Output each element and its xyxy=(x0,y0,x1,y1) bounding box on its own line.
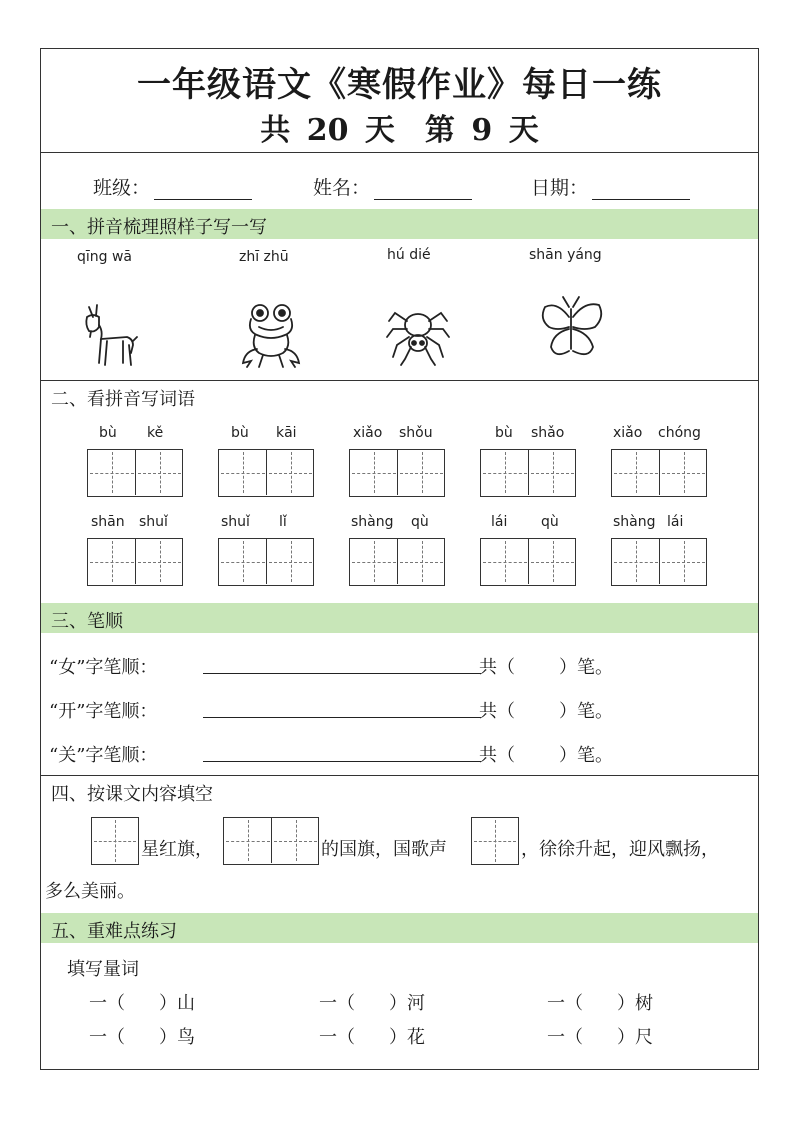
frog-icon xyxy=(237,301,307,371)
class-label: 班级： xyxy=(93,177,151,199)
measure-prefix: 一（ xyxy=(319,993,355,1014)
divider xyxy=(41,775,758,776)
writing-grid[interactable] xyxy=(480,449,576,497)
measure-item[interactable] xyxy=(89,989,195,1015)
pinyin: bù xyxy=(495,425,513,441)
writing-grid[interactable] xyxy=(349,538,445,586)
stroke-label: “女”字笔顺： xyxy=(49,657,158,678)
measure-item[interactable] xyxy=(547,1023,653,1049)
measure-suffix: ）花 xyxy=(389,1027,425,1048)
date-label: 日期： xyxy=(531,177,589,199)
pinyin: qù xyxy=(411,514,429,530)
name-label: 姓名： xyxy=(313,177,371,199)
stroke-count-open: 共（ xyxy=(479,745,515,766)
measure-suffix: ）山 xyxy=(159,993,195,1014)
pinyin: shàng xyxy=(613,514,656,530)
measure-prefix: 一（ xyxy=(89,993,125,1014)
date-field[interactable] xyxy=(531,173,690,200)
stroke-order-line xyxy=(49,741,749,767)
pinyin: shǒu xyxy=(399,425,433,441)
writing-grid[interactable] xyxy=(218,538,314,586)
writing-grid[interactable] xyxy=(611,538,707,586)
stroke-order-line xyxy=(49,697,749,723)
pinyin: xiǎo xyxy=(613,425,643,441)
pinyin: bù xyxy=(231,425,249,441)
name-blank[interactable] xyxy=(374,181,472,200)
writing-grid[interactable] xyxy=(480,538,576,586)
section2-title: 二、看拼音写词语 xyxy=(51,389,195,410)
writing-grid[interactable] xyxy=(87,449,183,497)
pinyin: shuǐ xyxy=(139,514,168,530)
fill-text: 星红旗， xyxy=(141,839,213,860)
pinyin: shān xyxy=(91,514,125,530)
pinyin: shǎo xyxy=(531,425,565,441)
worksheet xyxy=(40,48,759,1070)
pinyin: shuǐ xyxy=(221,514,250,530)
pinyin: lǐ xyxy=(279,514,287,530)
pinyin: bù xyxy=(99,425,117,441)
measure-suffix: ）树 xyxy=(617,993,653,1014)
fill-grid[interactable] xyxy=(223,817,319,865)
writing-grid[interactable] xyxy=(349,449,445,497)
section5-subtitle: 填写量词 xyxy=(67,959,139,980)
class-field[interactable] xyxy=(93,173,252,200)
stroke-count-close: ）笔。 xyxy=(559,745,613,766)
date-blank[interactable] xyxy=(592,181,690,200)
fill-text: ，徐徐升起，迎风飘扬， xyxy=(521,839,719,860)
pinyin-label: hú dié xyxy=(387,247,431,263)
page-subtitle: 共 20 天 第 9 天 xyxy=(260,113,539,148)
stroke-answer-line[interactable] xyxy=(203,761,481,762)
section1-title: 一、拼音梳理照样子写一写 xyxy=(51,217,267,238)
measure-item[interactable] xyxy=(547,989,653,1015)
stroke-label: “关”字笔顺： xyxy=(49,745,158,766)
fill-text: 的国旗，国歌声 xyxy=(321,839,447,860)
measure-item[interactable] xyxy=(89,1023,195,1049)
measure-item[interactable] xyxy=(319,989,425,1015)
stroke-order-line xyxy=(49,653,749,679)
measure-suffix: ）尺 xyxy=(617,1027,653,1048)
divider xyxy=(41,380,758,381)
stroke-count-open: 共（ xyxy=(479,701,515,722)
measure-prefix: 一（ xyxy=(319,1027,355,1048)
name-field[interactable] xyxy=(313,173,472,200)
pinyin-label: zhī zhū xyxy=(239,249,289,265)
fill-box[interactable] xyxy=(471,817,519,865)
section4-title: 四、按课文内容填空 xyxy=(51,784,213,805)
measure-prefix: 一（ xyxy=(547,1027,583,1048)
section3-title: 三、笔顺 xyxy=(51,611,123,632)
stroke-answer-line[interactable] xyxy=(203,673,481,674)
section5-title: 五、重难点练习 xyxy=(51,921,177,942)
goat-icon xyxy=(79,301,141,371)
measure-suffix: ）河 xyxy=(389,993,425,1014)
page-title: 一年级语文《寒假作业》每日一练 xyxy=(137,65,662,105)
section3-header xyxy=(41,603,758,633)
pinyin: chóng xyxy=(658,425,701,441)
pinyin-label: shān yáng xyxy=(529,247,602,263)
writing-grid[interactable] xyxy=(218,449,314,497)
pinyin: qù xyxy=(541,514,559,530)
pinyin-label: qīng wā xyxy=(77,249,133,265)
writing-grid[interactable] xyxy=(611,449,707,497)
measure-prefix: 一（ xyxy=(547,993,583,1014)
butterfly-icon xyxy=(537,293,607,369)
stroke-count-close: ）笔。 xyxy=(559,701,613,722)
stroke-count-close: ）笔。 xyxy=(559,657,613,678)
pinyin: kě xyxy=(147,425,164,441)
measure-suffix: ）鸟 xyxy=(159,1027,195,1048)
stroke-label: “开”字笔顺： xyxy=(49,701,158,722)
measure-prefix: 一（ xyxy=(89,1027,125,1048)
fill-box[interactable] xyxy=(91,817,139,865)
class-blank[interactable] xyxy=(154,181,252,200)
stroke-answer-line[interactable] xyxy=(203,717,481,718)
stroke-count-open: 共（ xyxy=(479,657,515,678)
fill-text: 多么美丽。 xyxy=(45,881,135,902)
writing-grid[interactable] xyxy=(87,538,183,586)
pinyin: shàng xyxy=(351,514,394,530)
pinyin: lái xyxy=(667,514,684,530)
divider xyxy=(41,152,758,153)
spider-icon xyxy=(385,305,451,369)
pinyin: kāi xyxy=(276,425,297,441)
pinyin: lái xyxy=(491,514,508,530)
pinyin: xiǎo xyxy=(353,425,383,441)
measure-item[interactable] xyxy=(319,1023,425,1049)
